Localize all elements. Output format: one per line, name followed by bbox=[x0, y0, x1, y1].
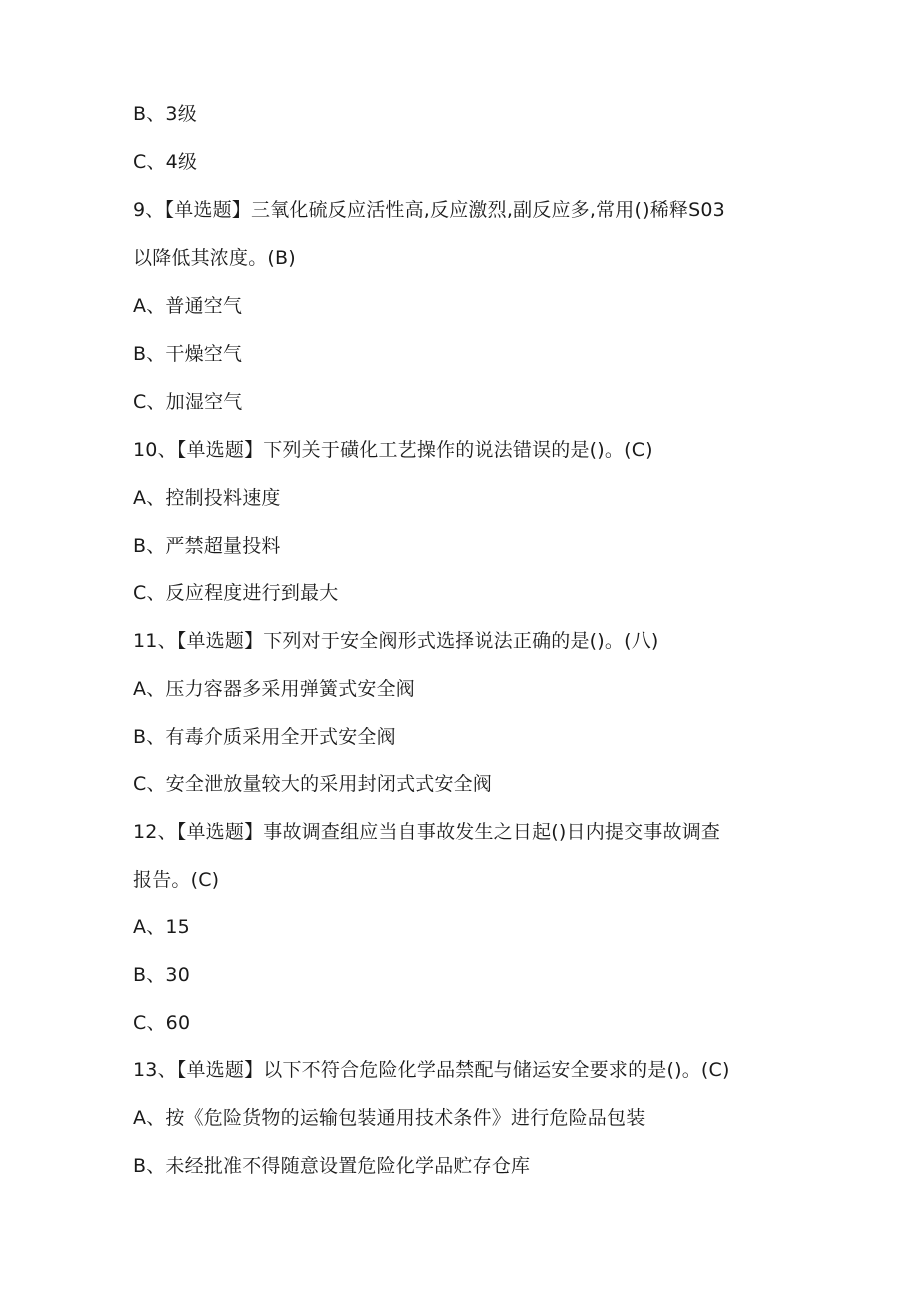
option-b-q10: B、严禁超量投料 bbox=[133, 535, 281, 557]
option-a-q9: A、普通空气 bbox=[133, 295, 243, 317]
option-c-q9: C、加湿空气 bbox=[133, 391, 243, 413]
option-b-q9: B、干燥空气 bbox=[133, 343, 243, 365]
question-11: 11、【单选题】下列对于安全阀形式选择说法正确的是()。(八) bbox=[133, 630, 659, 652]
option-b-q8: B、3级 bbox=[133, 103, 197, 125]
question-9-line-1: 9、【单选题】三氧化硫反应活性高,反应激烈,副反应多,常用()稀释S03 bbox=[133, 199, 725, 221]
question-9-line-2: 以降低其浓度。(B) bbox=[133, 247, 296, 269]
option-b-q13: B、未经批准不得随意设置危险化学品贮存仓库 bbox=[133, 1155, 531, 1177]
option-a-q12: A、15 bbox=[133, 916, 190, 938]
option-a-q10: A、控制投料速度 bbox=[133, 487, 281, 509]
option-c-q8: C、4级 bbox=[133, 151, 198, 173]
question-12-line-2: 报告。(C) bbox=[133, 869, 220, 891]
question-12-line-1: 12、【单选题】事故调查组应当自事故发生之日起()日内提交事故调查 bbox=[133, 821, 721, 843]
option-c-q11: C、安全泄放量较大的采用封闭式式安全阀 bbox=[133, 773, 493, 795]
option-b-q11: B、有毒介质采用全开式安全阀 bbox=[133, 726, 396, 748]
option-a-q11: A、压力容器多采用弹簧式安全阀 bbox=[133, 678, 415, 700]
question-10: 10、【单选题】下列关于磺化工艺操作的说法错误的是()。(C) bbox=[133, 439, 653, 461]
option-a-q13: A、按《危险货物的运输包装通用技术条件》进行危险品包装 bbox=[133, 1107, 646, 1129]
option-c-q12: C、60 bbox=[133, 1012, 191, 1034]
option-b-q12: B、30 bbox=[133, 964, 191, 986]
option-c-q10: C、反应程度进行到最大 bbox=[133, 582, 339, 604]
question-13: 13、【单选题】以下不符合危险化学品禁配与储运安全要求的是()。(C) bbox=[133, 1059, 730, 1081]
